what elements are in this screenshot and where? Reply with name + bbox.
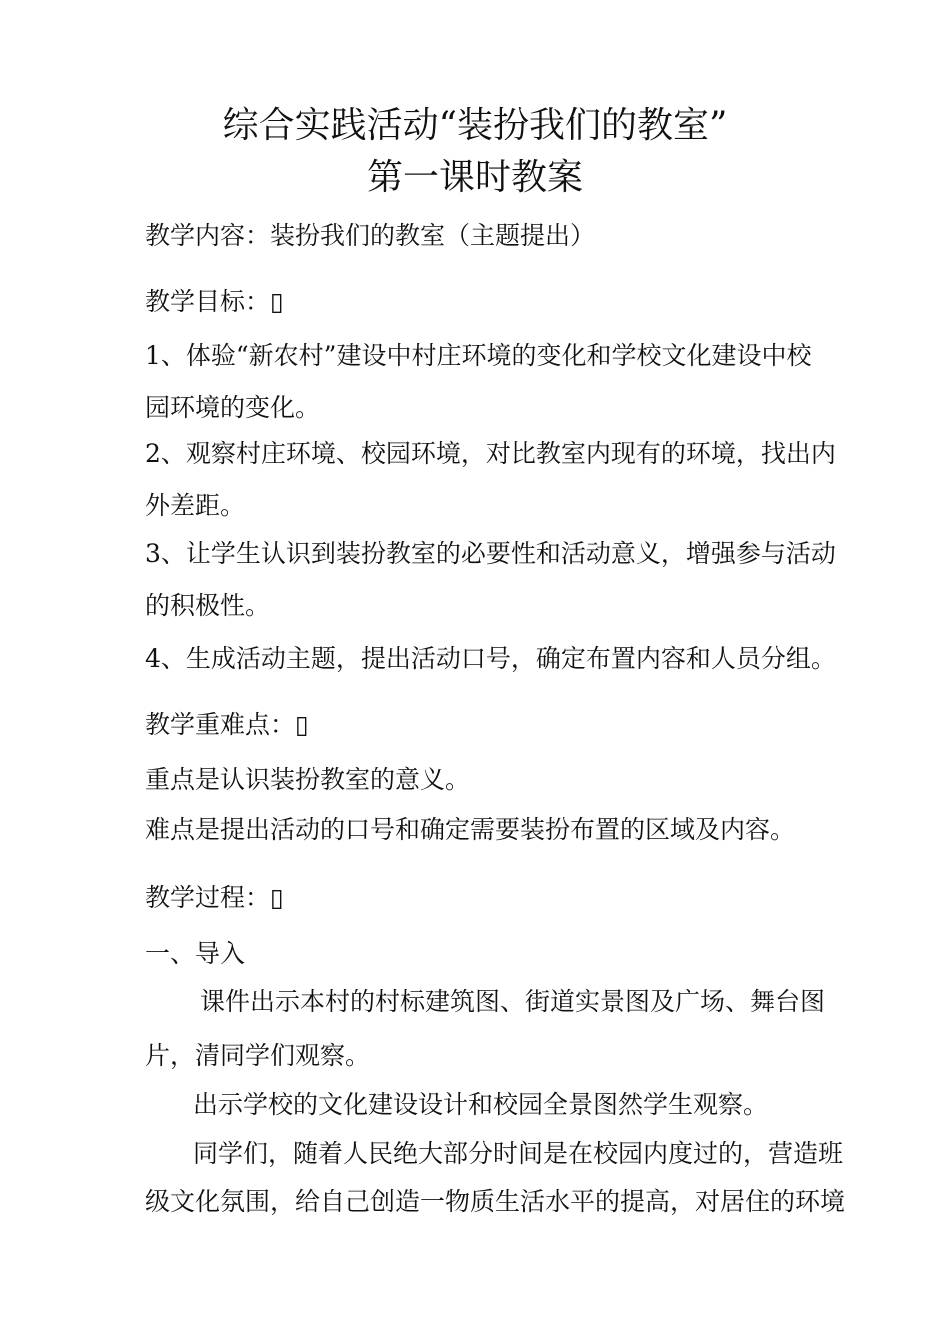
keypoint-line: 难点是提出活动的口号和确定需要装扮布置的区域及内容。 (145, 815, 796, 844)
missing-glyph-icon: ▯ (270, 287, 284, 316)
missing-glyph-icon: ▯ (295, 710, 309, 739)
paragraph-line: 课件出示本村的村标建筑图、街道实景图及广场、舞台图 (200, 987, 826, 1016)
paragraph-line: 出示学校的文化建设设计和校园全景图然学生观察。 (193, 1090, 769, 1119)
objectives-heading: 教学目标：▯ (145, 287, 284, 316)
paragraph-line: 同学们，随着人民绝大部分时间是在校园内度过的，营造班 (193, 1139, 844, 1168)
paragraph-line: 级文化氛围，给自己创造一物质生活水平的提高，对居住的环境 (145, 1187, 846, 1216)
objective-line: 的积极性。 (145, 591, 271, 620)
objective-line: 外差距。 (145, 491, 246, 520)
document-title-line1: 综合实践活动“装扮我们的教室” (222, 105, 728, 146)
keypoint-line: 重点是认识装扮教室的意义。 (145, 765, 471, 794)
objective-line: 4、生成活动主题，提出活动口号，确定布置内容和人员分组。 (145, 644, 836, 673)
objective-line: 1、体验“新农村”建设中村庄环境的变化和学校文化建设中校 (145, 341, 812, 370)
objective-line: 2、观察村庄环境、校园环境，对比教室内现有的环境，找出内 (145, 439, 836, 468)
objective-line: 3、让学生认识到装扮教室的必要性和活动意义，增强参与活动 (145, 539, 836, 568)
document-title-line2: 第一课时教案 (366, 157, 583, 198)
objective-line: 园环境的变化。 (145, 393, 321, 422)
section-heading: 一、导入 (145, 939, 246, 968)
keypoints-heading: 教学重难点：▯ (145, 710, 309, 739)
paragraph-line: 片，清同学们观察。 (145, 1041, 371, 1070)
missing-glyph-icon: ▯ (270, 883, 284, 912)
teaching-content: 教学内容：装扮我们的教室（主题提出） (145, 221, 596, 250)
process-heading: 教学过程：▯ (145, 883, 284, 912)
